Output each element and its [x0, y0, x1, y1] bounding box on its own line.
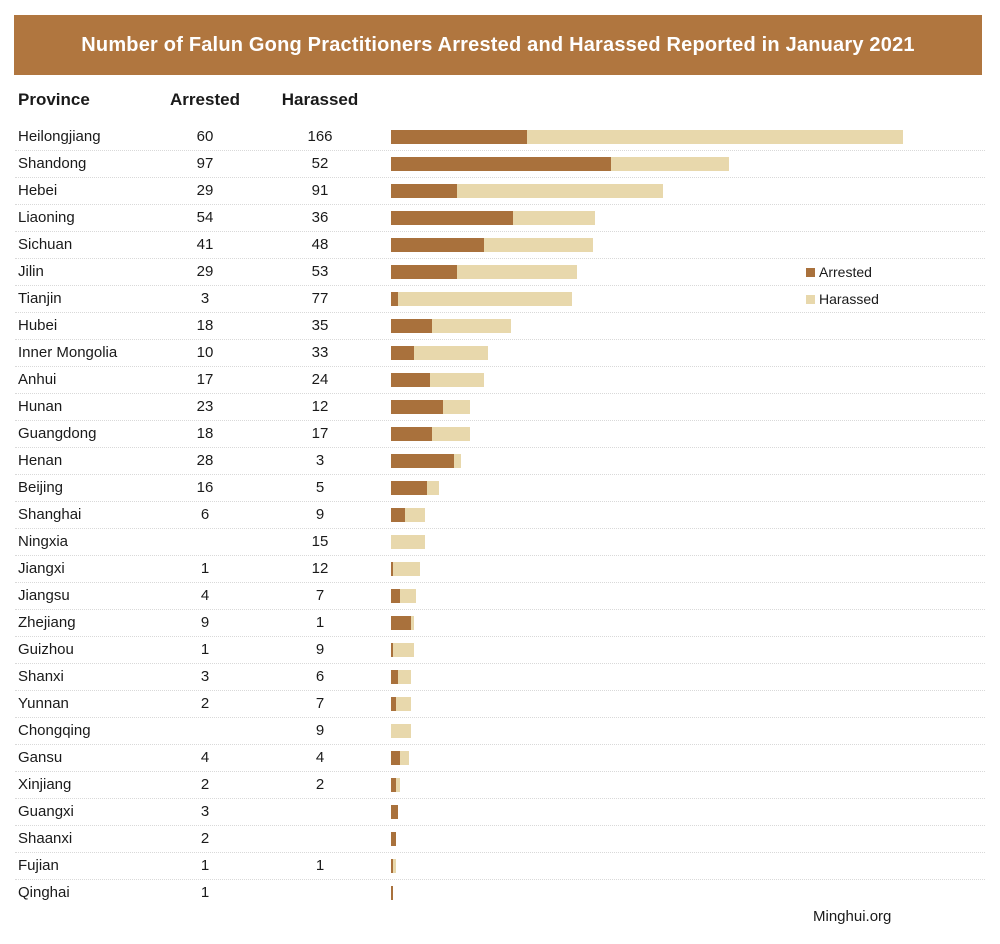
- table-row: [15, 745, 985, 772]
- harassed-value: 33: [311, 344, 329, 361]
- harassed-bar-segment: [414, 346, 489, 360]
- harassed-value: 48: [311, 236, 329, 253]
- province-label: Guangxi: [18, 803, 74, 820]
- province-label: Anhui: [18, 371, 57, 388]
- column-header-harassed: Harassed: [281, 90, 359, 109]
- arrested-value: 4: [200, 749, 210, 766]
- harassed-bar-segment: [405, 508, 425, 522]
- legend-item-arrested: [806, 264, 872, 280]
- harassed-bar-segment: [393, 859, 395, 873]
- arrested-bar-segment: [391, 832, 396, 846]
- province-label: Jiangxi: [18, 560, 65, 577]
- table-row: [15, 772, 985, 799]
- harassed-value: 5: [315, 479, 325, 496]
- province-label: Jiangsu: [18, 587, 70, 604]
- harassed-value: 9: [315, 722, 325, 739]
- province-label: Shanghai: [18, 506, 82, 523]
- arrested-value: 54: [196, 209, 214, 226]
- arrested-bar-segment: [391, 130, 527, 144]
- table-row: [15, 664, 985, 691]
- stacked-bar: [391, 130, 903, 144]
- harassed-swatch-icon: [806, 295, 815, 304]
- arrested-value: 2: [200, 776, 210, 793]
- column-header-province: Province: [18, 90, 90, 109]
- table-row: [15, 448, 985, 475]
- stacked-bar: [391, 616, 414, 630]
- province-label: Guangdong: [18, 425, 97, 442]
- stacked-bar: [391, 481, 439, 495]
- province-label: Tianjin: [18, 290, 62, 307]
- stacked-bar: [391, 292, 572, 306]
- harassed-value: 1: [315, 614, 325, 631]
- harassed-value: 53: [311, 263, 329, 280]
- arrested-bar-segment: [391, 481, 427, 495]
- harassed-value: 7: [315, 587, 325, 604]
- table-row: [15, 610, 985, 637]
- harassed-bar-segment: [393, 643, 413, 657]
- arrested-value: 17: [196, 371, 214, 388]
- province-label: Fujian: [18, 857, 59, 874]
- harassed-value: 2: [315, 776, 325, 793]
- harassed-value: 6: [315, 668, 325, 685]
- stacked-bar: [391, 697, 411, 711]
- stacked-bar: [391, 589, 416, 603]
- stacked-bar: [391, 670, 411, 684]
- table-row: [15, 151, 985, 178]
- arrested-value: 3: [200, 668, 210, 685]
- table-row: [15, 394, 985, 421]
- stacked-bar: [391, 454, 461, 468]
- arrested-value: [155, 529, 255, 555]
- table-body: [15, 124, 985, 907]
- harassed-value: 1: [315, 857, 325, 874]
- arrested-bar-segment: [391, 670, 398, 684]
- harassed-value: 91: [311, 182, 329, 199]
- province-label: Guizhou: [18, 641, 74, 658]
- harassed-bar-segment: [432, 319, 511, 333]
- harassed-bar-segment: [430, 373, 484, 387]
- arrested-value: 3: [200, 803, 210, 820]
- province-label: Gansu: [18, 749, 63, 766]
- table-row: [15, 880, 985, 907]
- harassed-bar-segment: [443, 400, 470, 414]
- arrested-value: 29: [196, 263, 214, 280]
- stacked-bar: [391, 184, 663, 198]
- harassed-value: 12: [311, 560, 329, 577]
- stacked-bar: [391, 751, 409, 765]
- stacked-bar: [391, 535, 425, 549]
- arrested-value: [155, 718, 255, 744]
- province-label: Heilongjiang: [18, 128, 101, 145]
- province-label: Zhejiang: [18, 614, 76, 631]
- arrested-bar-segment: [391, 805, 398, 819]
- harassed-bar-segment: [513, 211, 595, 225]
- harassed-value: 9: [315, 641, 325, 658]
- table-row: [15, 124, 985, 151]
- arrested-value: 16: [196, 479, 214, 496]
- table-row: [15, 367, 985, 394]
- arrested-bar-segment: [391, 373, 430, 387]
- column-headers: [0, 90, 1000, 114]
- arrested-bar-segment: [391, 157, 611, 171]
- harassed-bar-segment: [527, 130, 903, 144]
- table-row: [15, 232, 985, 259]
- stacked-bar: [391, 832, 396, 846]
- arrested-bar-segment: [391, 589, 400, 603]
- harassed-bar-segment: [398, 292, 572, 306]
- arrested-bar-segment: [391, 751, 400, 765]
- arrested-value: 1: [200, 884, 210, 901]
- harassed-bar-segment: [391, 724, 411, 738]
- arrested-value: 2: [200, 695, 210, 712]
- stacked-bar: [391, 346, 488, 360]
- arrested-bar-segment: [391, 508, 405, 522]
- province-label: Yunnan: [18, 695, 69, 712]
- arrested-bar-segment: [391, 346, 414, 360]
- province-label: Liaoning: [18, 209, 75, 226]
- harassed-value: 35: [311, 317, 329, 334]
- stacked-bar: [391, 805, 398, 819]
- province-label: Xinjiang: [18, 776, 72, 793]
- arrested-value: 18: [196, 317, 214, 334]
- province-label: Qinghai: [18, 884, 70, 901]
- province-label: Chongqing: [18, 722, 91, 739]
- stacked-bar: [391, 886, 393, 900]
- harassed-bar-segment: [432, 427, 471, 441]
- harassed-bar-segment: [427, 481, 438, 495]
- table-row: [15, 502, 985, 529]
- harassed-value: 52: [311, 155, 329, 172]
- table-row: [15, 691, 985, 718]
- table-row: [15, 853, 985, 880]
- column-header-arrested: Arrested: [170, 90, 240, 109]
- harassed-value: [270, 799, 370, 825]
- legend-label-arrested: Arrested: [819, 264, 872, 280]
- harassed-value: 77: [311, 290, 329, 307]
- province-label: Shandong: [18, 155, 87, 172]
- arrested-value: 23: [196, 398, 214, 415]
- arrested-value: 97: [196, 155, 214, 172]
- harassed-bar-segment: [393, 562, 420, 576]
- arrested-value: 6: [200, 506, 210, 523]
- harassed-bar-segment: [398, 670, 412, 684]
- table-row: [15, 205, 985, 232]
- table-row: [15, 340, 985, 367]
- harassed-bar-segment: [391, 535, 425, 549]
- stacked-bar: [391, 562, 420, 576]
- arrested-value: 60: [196, 128, 214, 145]
- arrested-value: 10: [196, 344, 214, 361]
- harassed-value: 17: [311, 425, 329, 442]
- province-label: Hunan: [18, 398, 63, 415]
- arrested-bar-segment: [391, 211, 513, 225]
- arrested-value: 29: [196, 182, 214, 199]
- table-row: [15, 556, 985, 583]
- stacked-bar: [391, 508, 425, 522]
- province-label: Jilin: [18, 263, 44, 280]
- harassed-value: 12: [311, 398, 329, 415]
- province-label: Hebei: [18, 182, 58, 199]
- arrested-bar-segment: [391, 238, 484, 252]
- table-row: [15, 637, 985, 664]
- arrested-bar-segment: [391, 265, 457, 279]
- stacked-bar: [391, 724, 411, 738]
- harassed-value: 7: [315, 695, 325, 712]
- harassed-value: 4: [315, 749, 325, 766]
- province-label: Hubei: [18, 317, 58, 334]
- arrested-bar-segment: [391, 616, 411, 630]
- arrested-bar-segment: [391, 184, 457, 198]
- arrested-swatch-icon: [806, 268, 815, 277]
- harassed-bar-segment: [457, 265, 577, 279]
- harassed-value: 3: [315, 452, 325, 469]
- harassed-value: 15: [311, 533, 329, 550]
- table-row: [15, 421, 985, 448]
- province-label: Inner Mongolia: [18, 344, 118, 361]
- arrested-value: 4: [200, 587, 210, 604]
- harassed-value: 9: [315, 506, 325, 523]
- province-label: Beijing: [18, 479, 64, 496]
- table-row: [15, 799, 985, 826]
- stacked-bar: [391, 319, 511, 333]
- harassed-value: [270, 880, 370, 906]
- harassed-bar-segment: [396, 778, 401, 792]
- arrested-bar-segment: [391, 292, 398, 306]
- legend-label-harassed: Harassed: [819, 291, 879, 307]
- arrested-bar-segment: [391, 319, 432, 333]
- harassed-bar-segment: [396, 697, 412, 711]
- harassed-bar-segment: [611, 157, 729, 171]
- stacked-bar: [391, 238, 593, 252]
- harassed-bar-segment: [457, 184, 663, 198]
- harassed-bar-segment: [411, 616, 413, 630]
- arrested-value: 9: [200, 614, 210, 631]
- arrested-value: 18: [196, 425, 214, 442]
- stacked-bar: [391, 400, 470, 414]
- stacked-bar: [391, 373, 484, 387]
- harassed-value: 36: [311, 209, 329, 226]
- table-row: [15, 718, 985, 745]
- source-credit: Minghui.org: [813, 908, 892, 925]
- table-row: [15, 826, 985, 853]
- table-row: [15, 583, 985, 610]
- province-label: Henan: [18, 452, 63, 469]
- harassed-bar-segment: [400, 751, 409, 765]
- arrested-bar-segment: [391, 454, 454, 468]
- table-row: [15, 475, 985, 502]
- arrested-value: 1: [200, 857, 210, 874]
- arrested-bar-segment: [391, 400, 443, 414]
- arrested-value: 2: [200, 830, 210, 847]
- stacked-bar: [391, 643, 414, 657]
- table-row: [15, 178, 985, 205]
- arrested-value: 41: [196, 236, 214, 253]
- harassed-bar-segment: [400, 589, 416, 603]
- arrested-value: 1: [200, 641, 210, 658]
- province-label: Shanxi: [18, 668, 64, 685]
- stacked-bar: [391, 427, 470, 441]
- arrested-value: 1: [200, 560, 210, 577]
- legend-item-harassed: [806, 291, 879, 307]
- stacked-bar: [391, 778, 400, 792]
- harassed-value: 24: [311, 371, 329, 388]
- stacked-bar: [391, 265, 577, 279]
- harassed-bar-segment: [484, 238, 593, 252]
- arrested-value: 28: [196, 452, 214, 469]
- table-row: [15, 529, 985, 556]
- province-label: Ningxia: [18, 533, 69, 550]
- harassed-bar-segment: [454, 454, 461, 468]
- stacked-bar: [391, 859, 396, 873]
- chart-title: Number of Falun Gong Practitioners Arrested and Harassed Reported in January 2021: [14, 15, 982, 75]
- harassed-value: [270, 826, 370, 852]
- arrested-bar-segment: [391, 886, 393, 900]
- arrested-bar-segment: [391, 427, 432, 441]
- table-row: [15, 313, 985, 340]
- stacked-bar: [391, 157, 729, 171]
- stacked-bar: [391, 211, 595, 225]
- province-label: Shaanxi: [18, 830, 73, 847]
- province-label: Sichuan: [18, 236, 73, 253]
- arrested-value: 3: [200, 290, 210, 307]
- harassed-value: 166: [307, 128, 333, 145]
